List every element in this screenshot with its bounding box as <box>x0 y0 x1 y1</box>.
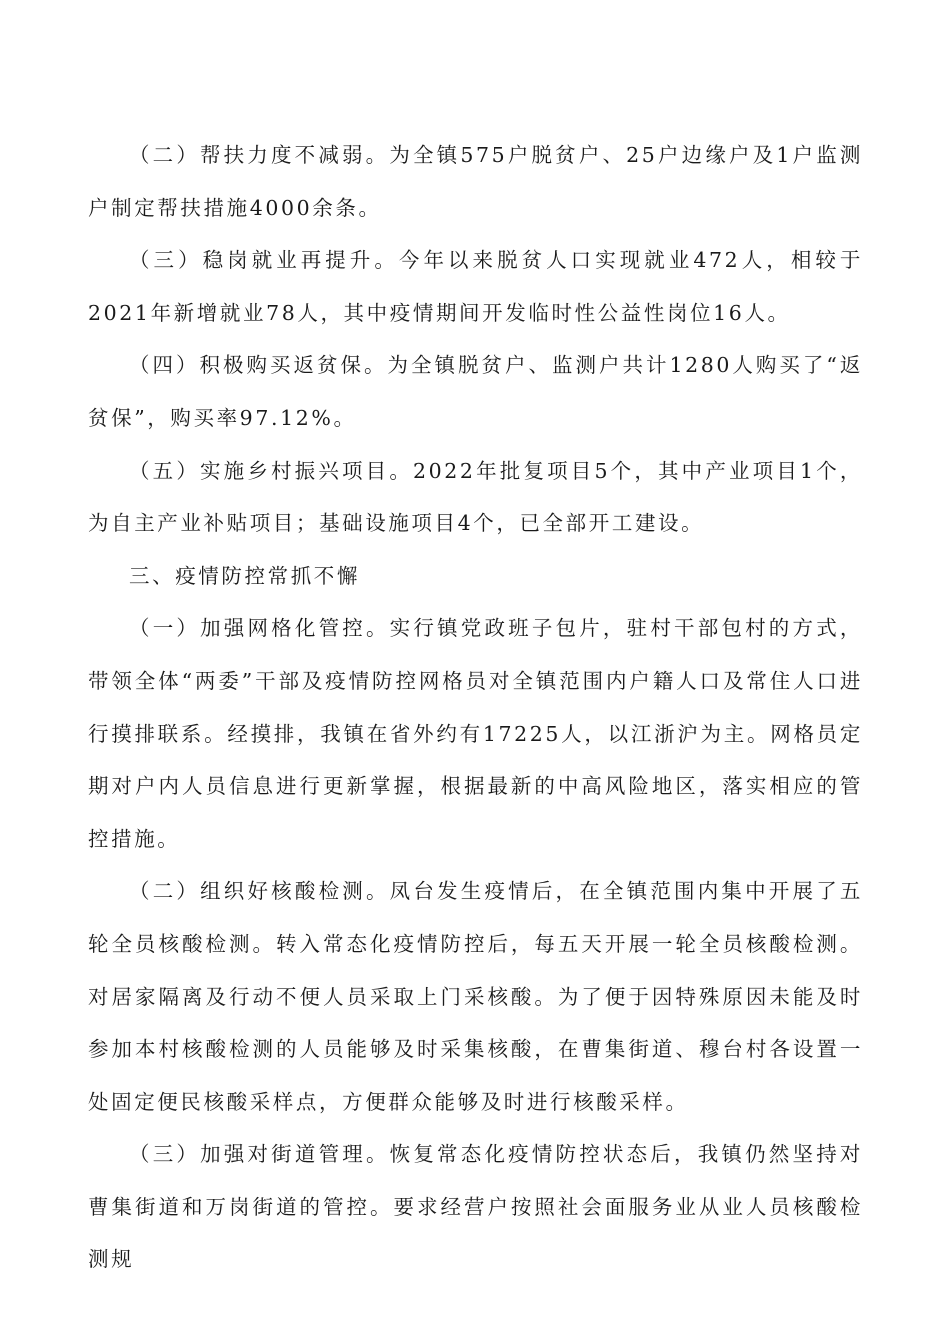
paragraph-street-management: （三）加强对街道管理。恢复常态化疫情防控状态后，我镇仍然坚持对曹集街道和万岗街道的管控。要求经营户按照社会面服务业从业人员核酸检测规 <box>88 1142 863 1272</box>
paragraph-employment: （三）稳岗就业再提升。今年以来脱贫人口实现就业472人，相较于2021年新增就业78人，其中疫情期间开发临时性公益性岗位16人。 <box>88 248 863 325</box>
paragraph-nucleic-testing: （二）组织好核酸检测。凤台发生疫情后，在全镇范围内集中开展了五轮全员核酸检测。转入常态化疫情防控后，每五天开展一轮全员核酸检测。对居家隔离及行动不便人员采取上门采核酸。为了便于因特殊原因未能及时参加本村核酸检测的人员能够及时采集核酸，在曹集街道、穆台村各设置一处固定便民核酸采样点，方便群众能够及时进行核酸采样。 <box>88 879 863 1114</box>
paragraph-assistance-measures: （二）帮扶力度不减弱。为全镇575户脱贫户、25户边缘户及1户监测户制定帮扶措施4000余条。 <box>88 143 863 220</box>
document-body <box>88 129 863 1286</box>
section-heading-epidemic-control: 三、疫情防控常抓不懈 <box>129 563 360 588</box>
paragraph-grid-management: （一）加强网格化管控。实行镇党政班子包片，驻村干部包村的方式，带领全体“两委”干部及疫情防控网格员对全镇范围内户籍人口及常住人口进行摸排联系。经摸排，我镇在省外约有17225人，以江浙沪为主。网格员定期对户内人员信息进行更新掌握，根据最新的中高风险地区，落实相应的管控措施。 <box>88 616 863 851</box>
paragraph-poverty-insurance: （四）积极购买返贫保。为全镇脱贫户、监测户共计1280人购买了“返贫保”，购买率97.12%。 <box>88 353 863 430</box>
paragraph-rural-revitalization: （五）实施乡村振兴项目。2022年批复项目5个，其中产业项目1个，为自主产业补贴项目；基础设施项目4个，已全部开工建设。 <box>88 458 863 536</box>
